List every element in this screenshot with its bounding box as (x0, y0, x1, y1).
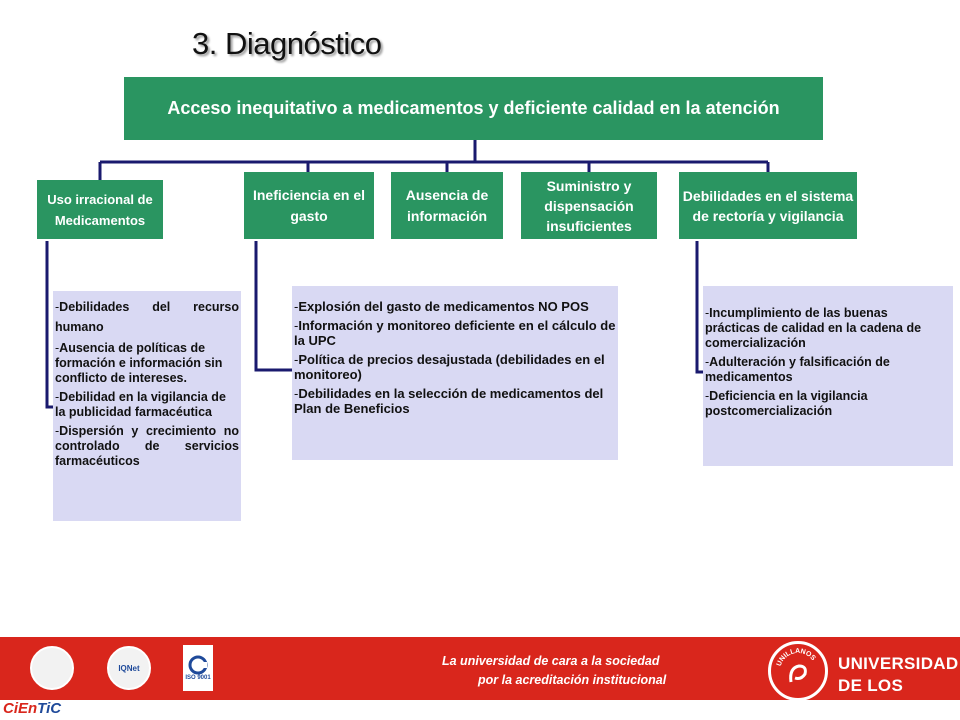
footer-tagline (442, 652, 666, 690)
logo-ring-text: UNILLANOS (775, 647, 817, 668)
root-problem-label: Acceso inequitativo a medicamentos y deficiente calidad en la atención (167, 98, 780, 118)
detail-box-ineficiencia (292, 286, 618, 460)
cause-label: Ineficiencia en el gasto (252, 186, 366, 224)
detail-item: - Debilidades en la selección de medicamentos del Plan de Beneficios (294, 386, 616, 416)
detail-box-uso-irracional (53, 291, 241, 521)
tagline-line-1: La universidad de cara a la sociedad (442, 654, 660, 668)
detail-item: - Incumplimiento de las buenas prácticas de calidad en la cadena de comercialización (705, 306, 943, 351)
brand-right: TiC (37, 700, 62, 717)
detail-item: - Explosión del gasto de medicamentos NO POS (294, 299, 616, 314)
cientic-brand (3, 700, 61, 717)
cert-label: ISO 9001 (185, 675, 211, 681)
cause-box-debilidades-rectoria (679, 172, 857, 239)
cause-box-suministro (521, 172, 657, 239)
detail-item: - Adulteración y falsificación de medicamentos (705, 355, 943, 385)
detail-item: - Información y monitoreo deficiente en el cálculo de la UPC (294, 318, 616, 348)
university-logo-mark-icon (771, 644, 825, 698)
detail-item: - Política de precios desajustada (debilidades en el monitoreo) (294, 352, 616, 382)
footer-strip (0, 700, 960, 720)
tagline-line-2: por la acreditación institucional (478, 673, 667, 687)
root-problem-box (124, 77, 823, 140)
iso-certification-icon (183, 645, 213, 691)
detail-item: - Deficiencia en la vigilancia postcomercialización (705, 389, 943, 419)
slide-title: 3. Diagnóstico (192, 26, 382, 61)
certification-seal-icon (30, 646, 74, 690)
cause-label: Suministro y dispensación insuficientes (544, 177, 634, 234)
cause-box-ausencia-informacion (391, 172, 503, 239)
cause-box-ineficiencia (244, 172, 374, 239)
detail-item: - Dispersión y crecimiento no controlado de servicios farmacéuticos (55, 424, 239, 469)
svg-text:UNILLANOS (776, 648, 817, 667)
university-name-line-1: UNIVERSIDAD (838, 654, 959, 673)
cause-box-uso-irracional (37, 180, 163, 239)
cause-label: Debilidades en el sistema de rectoría y vigilancia (682, 187, 854, 224)
detail-item: - Debilidad en la vigilancia de la publicidad farmacéutica (55, 390, 239, 420)
cause-label: Uso irracional de Medicamentos (47, 191, 153, 228)
detail-item: - Debilidades del recurso humano (55, 297, 239, 337)
detail-item: - Ausencia de políticas de formación e información sin conflicto de intereses. (55, 341, 239, 386)
iqnet-certification-icon (107, 646, 151, 690)
brand-left: CiEn (3, 700, 38, 717)
iso-c-icon (188, 655, 208, 675)
university-name-line-2: DE LOS LLANOS (838, 676, 910, 717)
cert-label: IQNet (118, 663, 140, 673)
university-logo-icon (768, 641, 828, 701)
university-name (838, 653, 960, 719)
cause-label: Ausencia de información (405, 186, 489, 224)
detail-box-debilidades-rectoria (703, 286, 953, 466)
